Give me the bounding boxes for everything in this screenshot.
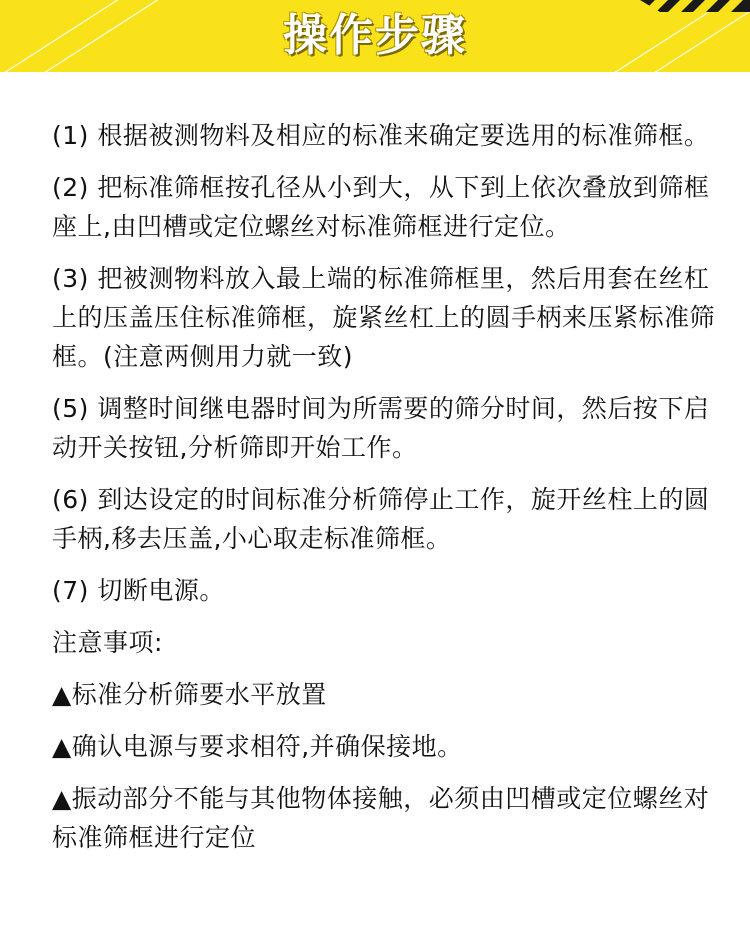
step-6: (6) 到达设定的时间标准分析筛停止工作，旋开丝柱上的圆手柄,移去压盖,小心取走标准筛框。 (52, 485, 710, 553)
instructions-body (52, 116, 720, 870)
step-2: (2) 把标准筛框按孔径从小到大，从下到上依次叠放到筛框座上,由凹槽或定位螺丝对标准筛框进行定位。 (52, 173, 710, 241)
notes-heading: 注意事项: (52, 628, 163, 657)
header-banner (0, 0, 750, 72)
note-item-3: ▲振动部分不能与其他物体接触，必须由凹槽或定位螺丝对标准筛框进行定位 (52, 784, 710, 852)
step-3: (3) 把被测物料放入最上端的标准筛框里，然后用套在丝杠上的压盖压住标准筛框，旋紧丝杠上的圆手柄来压紧标准筛框。(注意两侧用力就一致) (52, 264, 716, 371)
step-7: (7) 切断电源。 (52, 576, 225, 605)
note-item-2: ▲确认电源与要求相符,并确保接地。 (52, 732, 463, 761)
step-5: (5) 调整时间继电器时间为所需要的筛分时间，然后按下启动开关按钮,分析筛即开始工作。 (52, 394, 710, 462)
note-item-1: ▲标准分析筛要水平放置 (52, 680, 327, 709)
page-title: 操作步骤 (283, 10, 467, 61)
step-1: (1) 根据被测物料及相应的标准来确定要选用的标准筛框。 (52, 121, 710, 150)
